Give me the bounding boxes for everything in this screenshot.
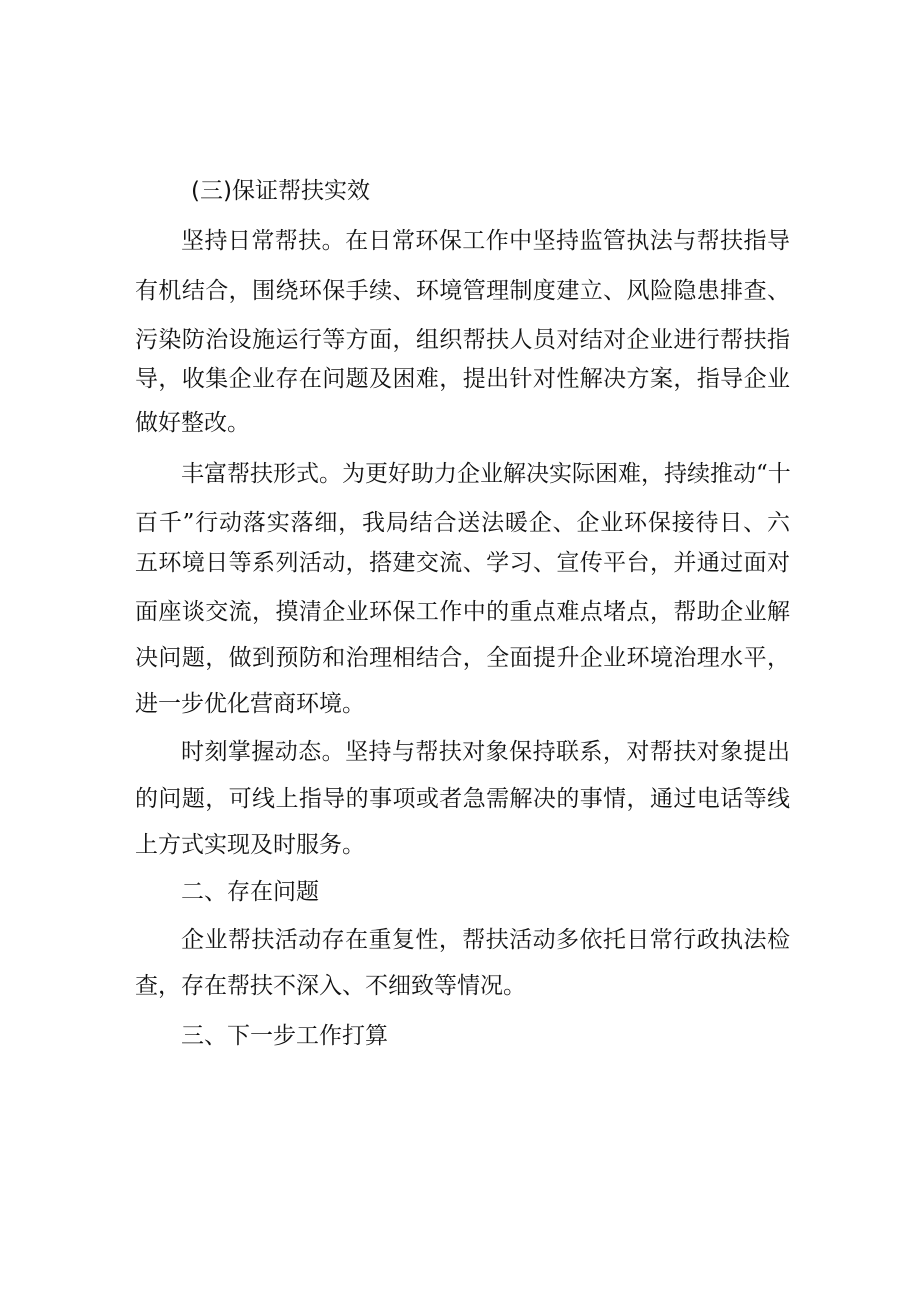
paragraph-line: 有机结合，围绕环保手续、环境管理制度建立、风险隐患排查、 <box>135 278 790 304</box>
paragraph-line: 做好整改。 <box>135 410 250 436</box>
paragraph-line: 决问题，做到预防和治理相结合，全面提升企业环境治理水平， <box>135 645 790 671</box>
section-heading: 二、存在问题 <box>181 879 319 905</box>
paragraph-line: 时刻掌握动态。坚持与帮扶对象保持联系，对帮扶对象提出 <box>181 739 790 765</box>
paragraph-line: 丰富帮扶形式。为更好助力企业解决实际困难，持续推动“十 <box>181 461 791 487</box>
paragraph-line: 污染防治设施运行等方面，组织帮扶人员对结对企业进行帮扶指 <box>135 327 790 353</box>
paragraph-line: 导，收集企业存在问题及困难，提出针对性解决方案，指导企业 <box>135 366 790 392</box>
paragraph-line: 企业帮扶活动存在重复性，帮扶活动多依托日常行政执法检 <box>181 927 790 953</box>
paragraph-line: 五环境日等系列活动，搭建交流、学习、宣传平台，并通过面对 <box>135 550 790 576</box>
section-heading: 三、下一步工作打算 <box>181 1023 388 1049</box>
subsection-heading: (三)保证帮扶实效 <box>191 178 370 204</box>
paragraph-line: 查，存在帮扶不深入、不细致等情况。 <box>135 973 526 999</box>
paragraph-line: 进一步优化营商环境。 <box>135 691 365 717</box>
paragraph-line: 面座谈交流，摸清企业环保工作中的重点难点堵点，帮助企业解 <box>135 599 790 625</box>
paragraph-line: 的问题，可线上指导的事项或者急需解决的事情，通过电话等线 <box>135 786 790 812</box>
paragraph-line: 百千”行动落实落细，我局结合送法暖企、企业环保接待日、六 <box>135 510 790 536</box>
paragraph-line: 上方式实现及时服务。 <box>135 832 365 858</box>
paragraph-line: 坚持日常帮扶。在日常环保工作中坚持监管执法与帮扶指导 <box>181 228 790 254</box>
